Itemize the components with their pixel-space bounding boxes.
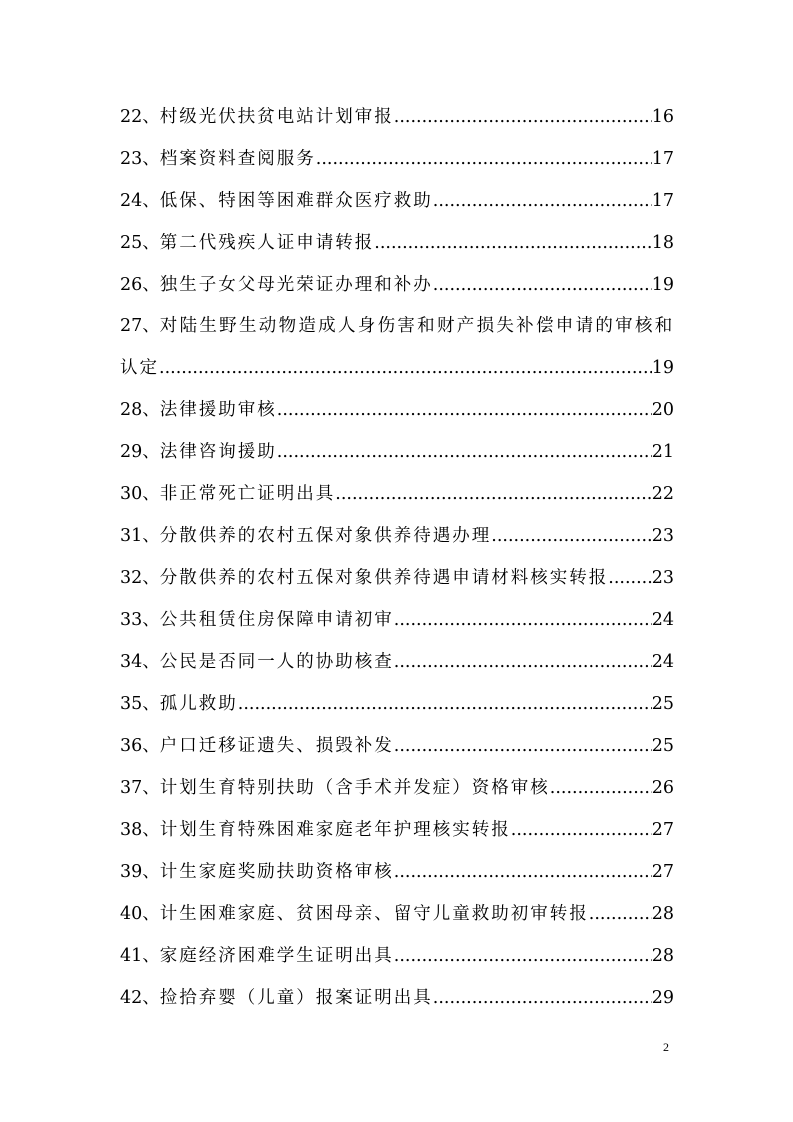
toc-entry-page: 26 (651, 778, 674, 798)
toc-entry-number: 39、 (120, 862, 160, 882)
toc-entry[interactable] (120, 893, 674, 935)
toc-entry-number: 27、 (120, 316, 160, 336)
toc-entry-number: 22、 (120, 107, 160, 127)
toc-entry[interactable] (120, 557, 674, 599)
dot-leader (589, 893, 652, 935)
toc-entry-page: 16 (651, 107, 674, 127)
dot-leader (394, 96, 652, 138)
dot-leader (316, 138, 652, 180)
toc-entry[interactable] (120, 977, 674, 1019)
toc-entry-number: 29、 (120, 442, 160, 462)
toc-entry-number: 24、 (120, 191, 160, 211)
toc-entry-page: 21 (651, 442, 674, 462)
toc-entry[interactable] (120, 222, 674, 264)
toc-entry-title: 法律咨询援助 (159, 442, 277, 462)
table-of-contents (120, 96, 674, 1019)
toc-entry-page: 24 (651, 652, 674, 672)
toc-entry-page: 29 (651, 988, 674, 1008)
toc-entry[interactable] (120, 935, 674, 977)
dot-leader (277, 431, 652, 473)
toc-entry-title: 低保、特困等困难群众医疗救助 (159, 191, 433, 211)
dot-leader (394, 725, 652, 767)
dot-leader (550, 767, 652, 809)
toc-entry-page: 20 (651, 400, 674, 420)
toc-entry[interactable] (120, 851, 674, 893)
toc-entry-title: 捡拾弃婴（儿童）报案证明出具 (159, 988, 433, 1008)
toc-entry-page: 27 (651, 862, 674, 882)
dot-leader (335, 473, 651, 515)
toc-entry-title: 分散供养的农村五保对象供养待遇办理 (159, 526, 492, 546)
page-number: 2 (663, 1040, 669, 1054)
toc-entry-page: 28 (651, 904, 674, 924)
toc-entry-title: 非正常死亡证明出具 (159, 484, 336, 504)
toc-entry[interactable] (120, 96, 674, 138)
toc-entry[interactable] (120, 515, 674, 557)
toc-entry-number: 37、 (120, 778, 160, 798)
toc-entry-title: 公民是否同一人的协助核查 (159, 652, 394, 672)
toc-entry[interactable] (120, 683, 674, 725)
toc-entry-page: 27 (651, 820, 674, 840)
dot-leader (433, 264, 652, 306)
toc-entry-number: 25、 (120, 233, 160, 253)
toc-entry-page: 18 (651, 233, 674, 253)
toc-entry-title: 户口迁移证遗失、损毁补发 (159, 736, 394, 756)
toc-entry[interactable] (120, 264, 674, 306)
toc-entry-title: 公共租赁住房保障申请初审 (159, 610, 394, 630)
dot-leader (608, 557, 651, 599)
dot-leader (394, 599, 652, 641)
toc-entry-page: 19 (651, 275, 674, 295)
dot-leader (238, 683, 652, 725)
toc-entry-title: 孤儿救助 (159, 694, 238, 714)
toc-entry-number: 34、 (120, 652, 160, 672)
toc-entry-number: 42、 (120, 988, 160, 1008)
toc-entry-number: 32、 (120, 568, 160, 588)
toc-entry[interactable] (120, 599, 674, 641)
toc-entry-number: 40、 (120, 904, 160, 924)
dot-leader (394, 851, 652, 893)
toc-entry-number: 28、 (120, 400, 160, 420)
toc-entry-title: 对陆生野生动物造成人身伤害和财产损失补偿申请的审核和 (159, 316, 675, 336)
dot-leader (491, 515, 651, 557)
toc-entry-title: 计划生育特殊困难家庭老年护理核实转报 (159, 820, 511, 840)
toc-entry-page: 25 (651, 736, 674, 756)
toc-entry-page: 25 (651, 694, 674, 714)
toc-entry-number: 36、 (120, 736, 160, 756)
toc-entry-title: 法律援助审核 (159, 400, 277, 420)
toc-entry-continuation[interactable] (120, 347, 674, 389)
toc-entry-title-continued: 认定 (120, 358, 159, 378)
toc-entry[interactable] (120, 473, 674, 515)
dot-leader (511, 809, 652, 851)
toc-entry-page: 17 (651, 191, 674, 211)
toc-entry-title: 村级光伏扶贫电站计划审报 (159, 107, 394, 127)
toc-entry-page: 22 (651, 484, 674, 504)
toc-entry-title: 独生子女父母光荣证办理和补办 (159, 275, 433, 295)
toc-entry[interactable] (120, 389, 674, 431)
toc-entry[interactable] (120, 180, 674, 222)
toc-entry[interactable] (120, 431, 674, 473)
toc-entry-title: 计划生育特别扶助（含手术并发症）资格审核 (159, 778, 550, 798)
toc-entry-number: 41、 (120, 946, 160, 966)
toc-entry-title: 档案资料查阅服务 (159, 149, 316, 169)
toc-entry-page: 17 (651, 149, 674, 169)
dot-leader (394, 641, 652, 683)
dot-leader (159, 347, 652, 389)
toc-entry-title: 计生家庭奖励扶助资格审核 (159, 862, 394, 882)
toc-entry-title: 第二代残疾人证申请转报 (159, 233, 375, 253)
toc-entry[interactable] (120, 725, 674, 767)
toc-entry-title: 计生困难家庭、贫困母亲、留守儿童救助初审转报 (159, 904, 589, 924)
toc-entry-page: 23 (651, 526, 674, 546)
toc-entry-number: 35、 (120, 694, 160, 714)
toc-entry-page: 23 (651, 568, 674, 588)
dot-leader (433, 180, 652, 222)
toc-entry-number: 31、 (120, 526, 160, 546)
dot-leader (374, 222, 651, 264)
toc-entry[interactable] (120, 306, 674, 347)
dot-leader (277, 389, 652, 431)
toc-entry[interactable] (120, 641, 674, 683)
toc-entry[interactable] (120, 809, 674, 851)
toc-entry-page: 24 (651, 610, 674, 630)
toc-entry-number: 26、 (120, 275, 160, 295)
toc-entry-page: 19 (651, 358, 674, 378)
dot-leader (394, 935, 652, 977)
toc-entry-number: 23、 (120, 149, 160, 169)
toc-entry[interactable] (120, 767, 674, 809)
toc-entry-title: 分散供养的农村五保对象供养待遇申请材料核实转报 (159, 568, 609, 588)
toc-entry-number: 38、 (120, 820, 160, 840)
toc-entry[interactable] (120, 138, 674, 180)
toc-entry-title: 家庭经济困难学生证明出具 (159, 946, 394, 966)
dot-leader (433, 977, 652, 1019)
toc-entry-page: 28 (651, 946, 674, 966)
toc-entry-number: 33、 (120, 610, 160, 630)
toc-entry-number: 30、 (120, 484, 160, 504)
